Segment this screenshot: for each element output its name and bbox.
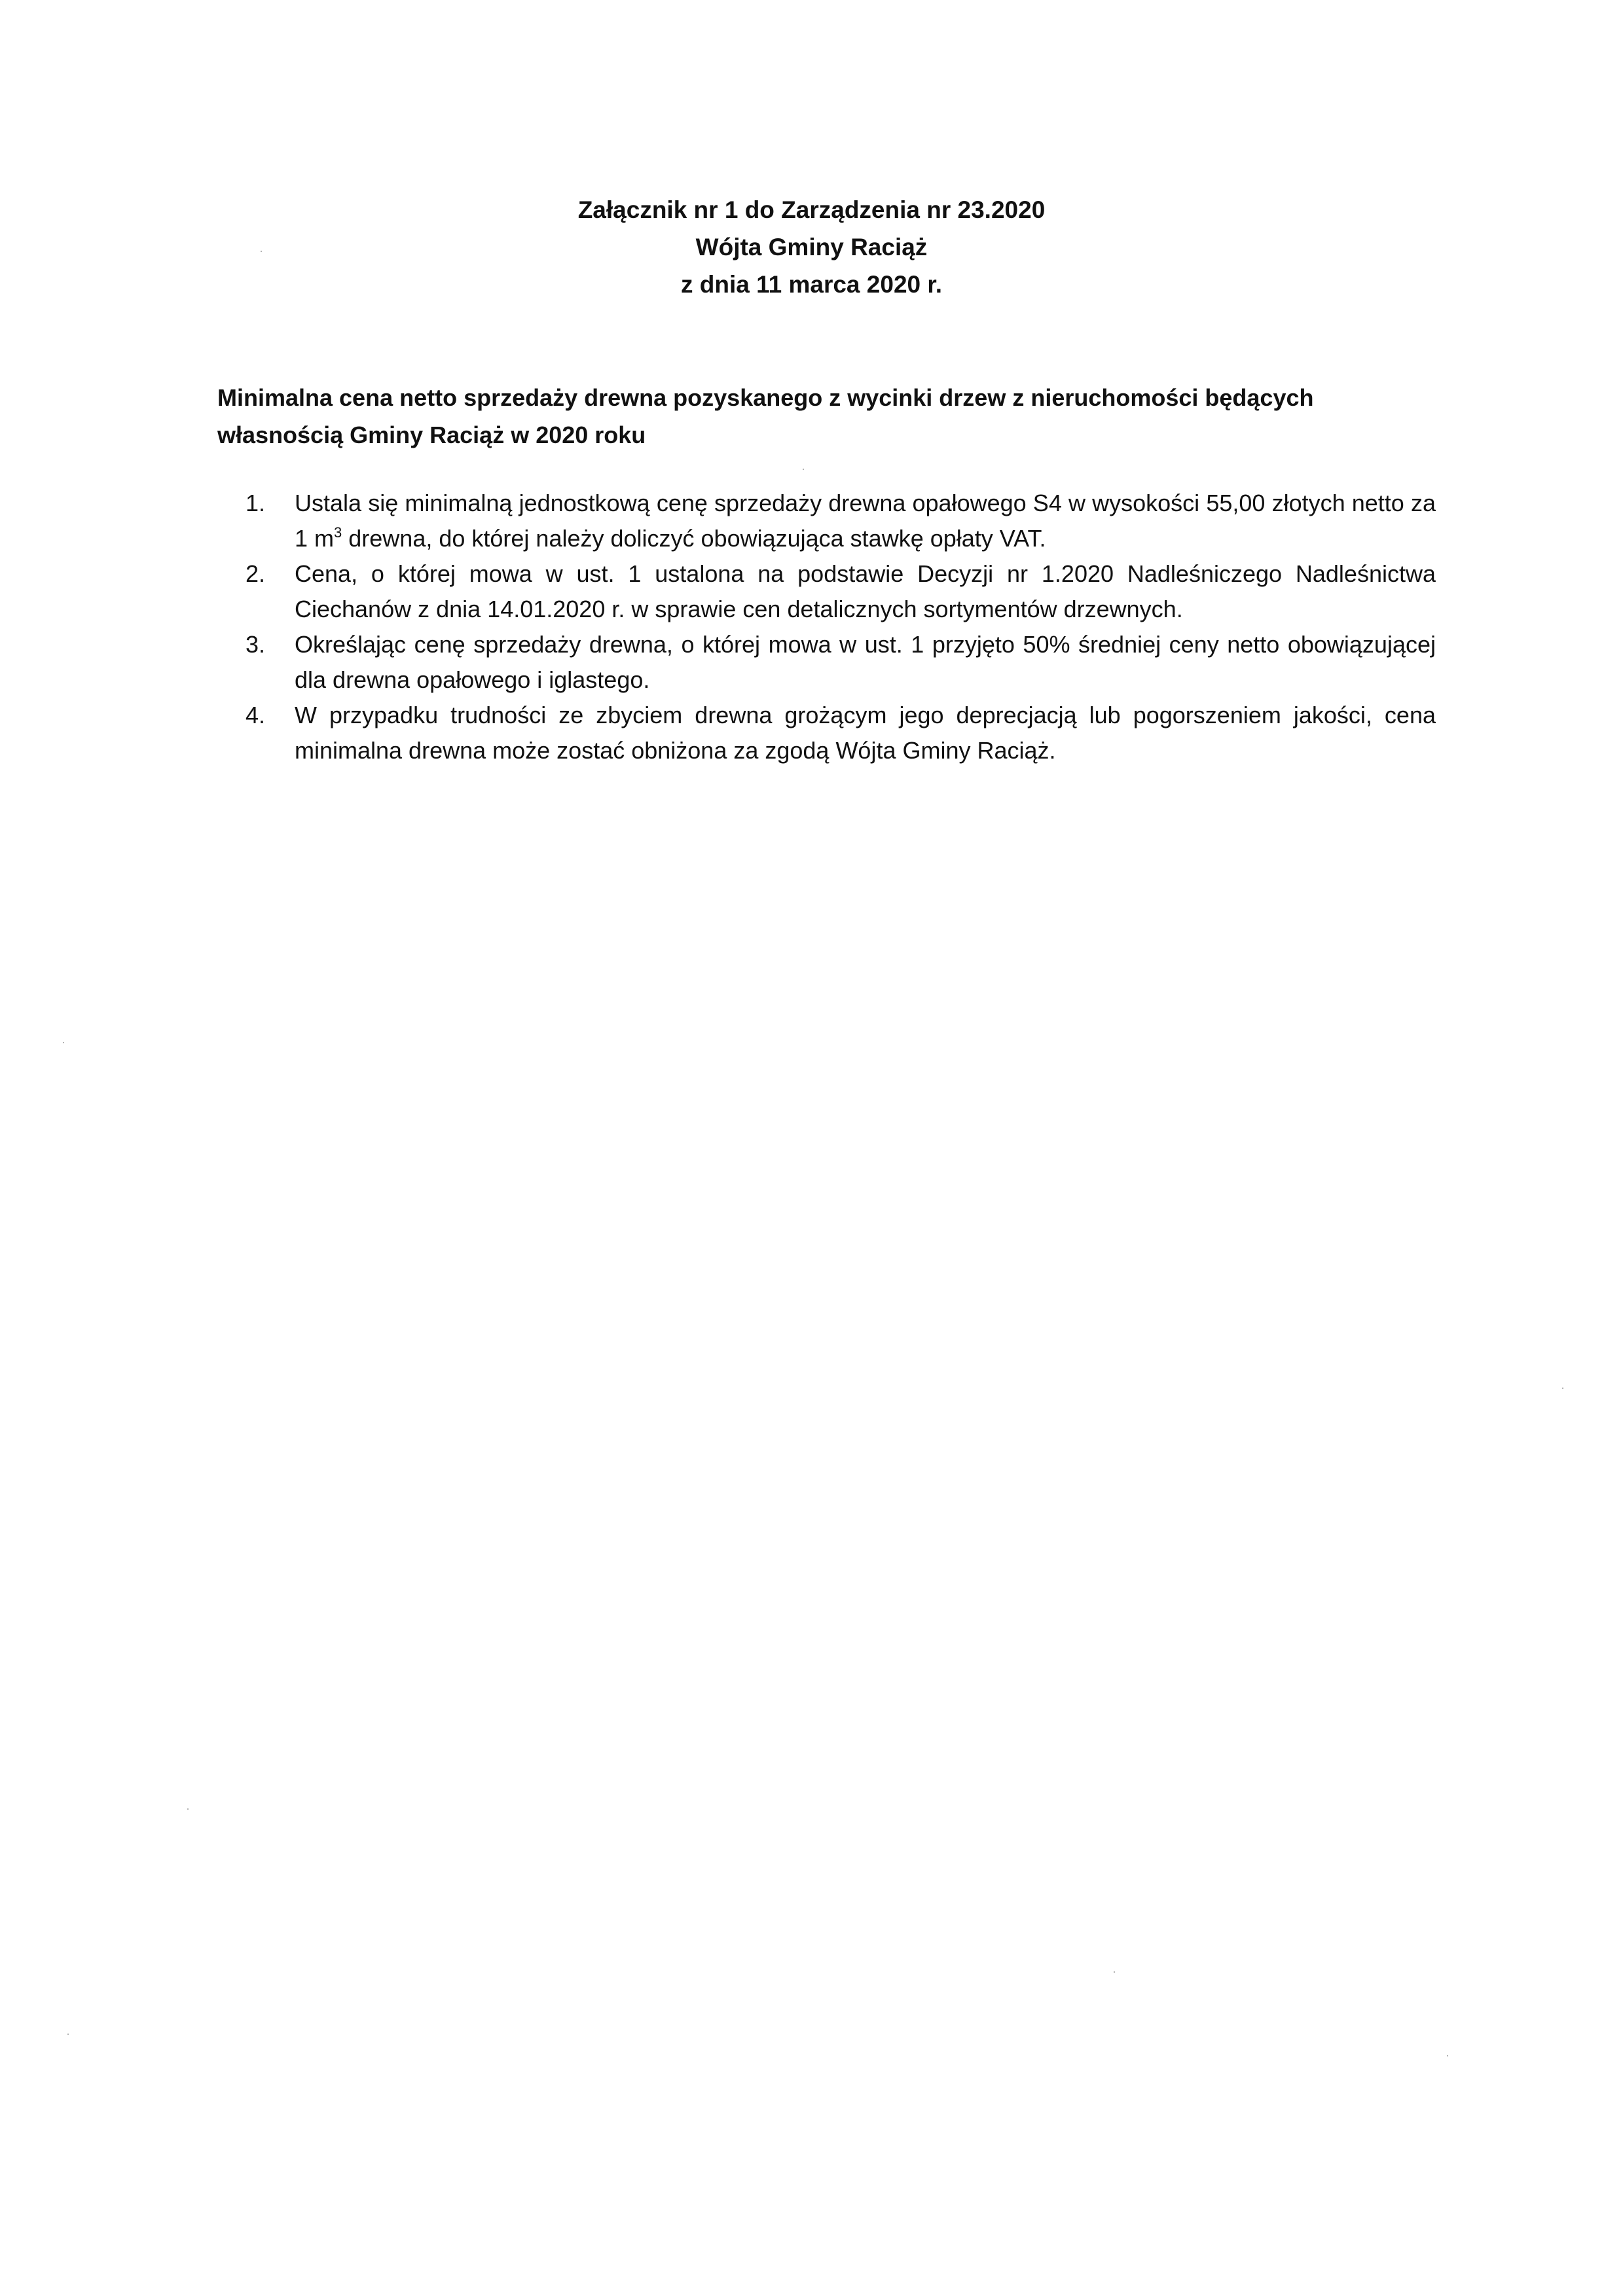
scan-speck xyxy=(63,1042,64,1043)
list-item-text xyxy=(295,486,1436,556)
scan-speck xyxy=(803,469,804,470)
scan-speck xyxy=(1447,2055,1448,2056)
scan-speck xyxy=(67,2034,69,2035)
document-title: Minimalna cena netto sprzedaży drewna pozyskanego z wycinki drzew z nieruchomości będących własnością Gminy Raciąż w 2020 roku xyxy=(217,384,1314,448)
list-item-text: Cena, o której mowa w ust. 1 ustalona na podstawie Decyzji nr 1.2020 Nadleśniczego Nadleśnictwa Ciechanów z dnia 14.01.2020 r. w sprawie cen detalicznych sortymentów drzewnych. xyxy=(295,560,1436,622)
list-item-number: 1. xyxy=(246,490,266,516)
attachment-header xyxy=(0,191,1623,303)
scan-speck xyxy=(1114,1971,1115,1973)
list-item-number: 3. xyxy=(246,631,266,658)
header-line-date: z dnia 11 marca 2020 r. xyxy=(680,271,943,298)
list-item xyxy=(246,486,1436,556)
list-item xyxy=(246,698,1436,768)
list-item xyxy=(246,556,1436,627)
scan-speck xyxy=(187,1808,189,1810)
numbered-list xyxy=(246,486,1436,768)
scan-speck xyxy=(1562,1388,1563,1389)
list-item-text-part: Ustala się minimalną jednostkową cenę sprzedaży drewna opałowego S4 w wysokości 55,00 złotych netto za 1 m xyxy=(295,490,1436,552)
superscript-exponent: 3 xyxy=(334,524,342,541)
scan-speck xyxy=(261,251,262,252)
header-line-authority: Wójta Gminy Raciąż xyxy=(695,234,928,260)
header-line-attachment: Załącznik nr 1 do Zarządzenia nr 23.2020 xyxy=(577,196,1046,223)
list-item-number: 4. xyxy=(246,702,266,728)
list-item xyxy=(246,627,1436,698)
list-item-text: Określając cenę sprzedaży drewna, o której mowa w ust. 1 przyjęto 50% średniej ceny netto obowiązującej dla drewna opałowego i iglastego. xyxy=(295,631,1436,693)
list-item-text: W przypadku trudności ze zbyciem drewna grożącym jego deprecjacją lub pogorszeniem jakości, cena minimalna drewna może zostać obniżona za zgodą Wójta Gminy Raciąż. xyxy=(295,702,1436,764)
list-item-number: 2. xyxy=(246,560,266,587)
list-item-text-part: drewna, do której należy doliczyć obowiązująca stawkę opłaty VAT. xyxy=(342,525,1046,552)
